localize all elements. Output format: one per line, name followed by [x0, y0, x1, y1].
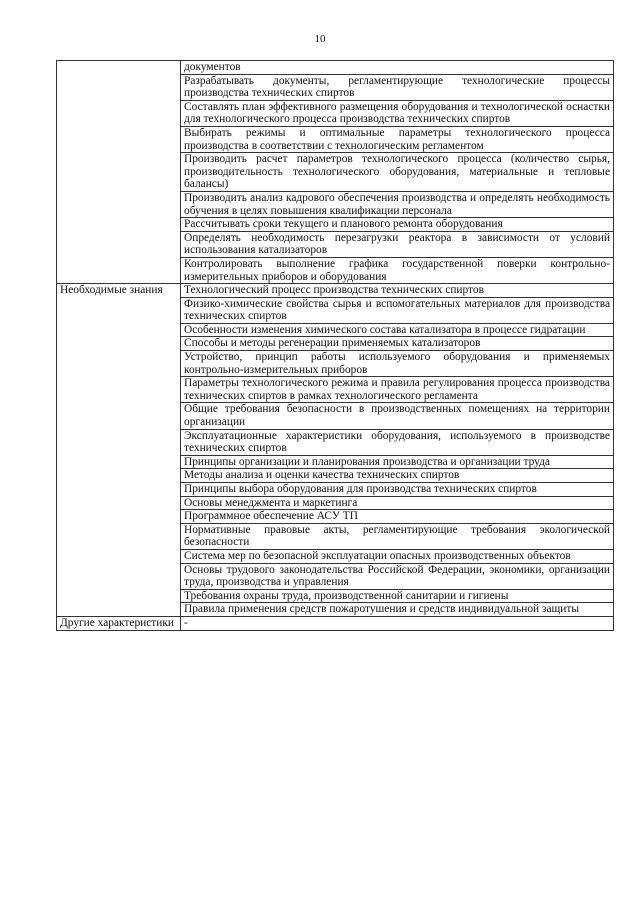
table-cell: Способы и методы регенерации применяемых катализаторов [181, 337, 614, 351]
table-row [57, 61, 614, 75]
table-cell: Выбирать режимы и оптимальные параметры технологического процесса производства в соответствии с технологическим регламентом [181, 126, 614, 152]
table-cell: Контролировать выполнение графика государственной поверки контрольно-измерительных приборов и оборудования [181, 257, 614, 283]
page-number: 10 [314, 33, 326, 45]
requirements-table [56, 60, 614, 631]
table-cell: Общие требования безопасности в производственных помещениях на территории организации [181, 403, 614, 429]
table-row [57, 284, 614, 298]
section-label: Необходимые знания [57, 284, 181, 617]
table-cell: Требования охраны труда, производственной санитарии и гигиены [181, 589, 614, 603]
table-cell: Принципы выбора оборудования для производства технических спиртов [181, 483, 614, 497]
table-cell: Технологический процесс производства технических спиртов [181, 284, 614, 298]
table-cell: Разрабатывать документы, регламентирующие технологические процессы производства технических спиртов [181, 74, 614, 100]
table-cell: документов [181, 61, 614, 75]
table-cell: Программное обеспечение АСУ ТП [181, 510, 614, 524]
table-cell: Составлять план эффективного размещения оборудования и технологической оснастки для технологического процесса производства технических спиртов [181, 100, 614, 126]
table-cell: Правила применения средств пожаротушения и средств индивидуальной защиты [181, 603, 614, 617]
table-cell: Устройство, принцип работы используемого оборудования и применяемых контрольно-измерительных приборов [181, 351, 614, 377]
table-cell: Параметры технологического режима и правила регулирования процесса производства технических спиртов в рамках технологического регламента [181, 377, 614, 403]
table-cell: Особенности изменения химического состава катализатора в процессе гидратации [181, 323, 614, 337]
table-cell: Производить расчет параметров технологического процесса (количество сырья, производительность технологического оборудования, материальные и тепловые балансы) [181, 153, 614, 192]
table-cell: Принципы организации и планирования производства и организации труда [181, 455, 614, 469]
table-cell: - [181, 616, 614, 630]
table-cell: Основы трудового законодательства Российской Федерации, экономики, организации труда, производства и управления [181, 563, 614, 589]
table-cell: Определять необходимость перезагрузки реактора в зависимости от условий использования катализаторов [181, 231, 614, 257]
table-row [57, 616, 614, 630]
table-cell: Рассчитывать сроки текущего и планового ремонта оборудования [181, 218, 614, 232]
section-label: Другие характеристики [57, 616, 181, 630]
table-cell: Система мер по безопасной эксплуатации опасных производственных объектов [181, 549, 614, 563]
table-cell: Производить анализ кадрового обеспечения производства и определять необходимость обучения в целях повышения квалификации персонала [181, 191, 614, 217]
requirements-table-body [57, 61, 614, 631]
table-cell: Основы менеджмента и маркетинга [181, 496, 614, 510]
table-cell: Физико-химические свойства сырья и вспомогательных материалов для производства технических спиртов [181, 297, 614, 323]
section-label [57, 61, 181, 284]
table-cell: Эксплуатационные характеристики оборудования, используемого в производстве технических спиртов [181, 429, 614, 455]
table-cell: Методы анализа и оценки качества технических спиртов [181, 469, 614, 483]
table-cell: Нормативные правовые акты, регламентирующие требования экологической безопасности [181, 523, 614, 549]
